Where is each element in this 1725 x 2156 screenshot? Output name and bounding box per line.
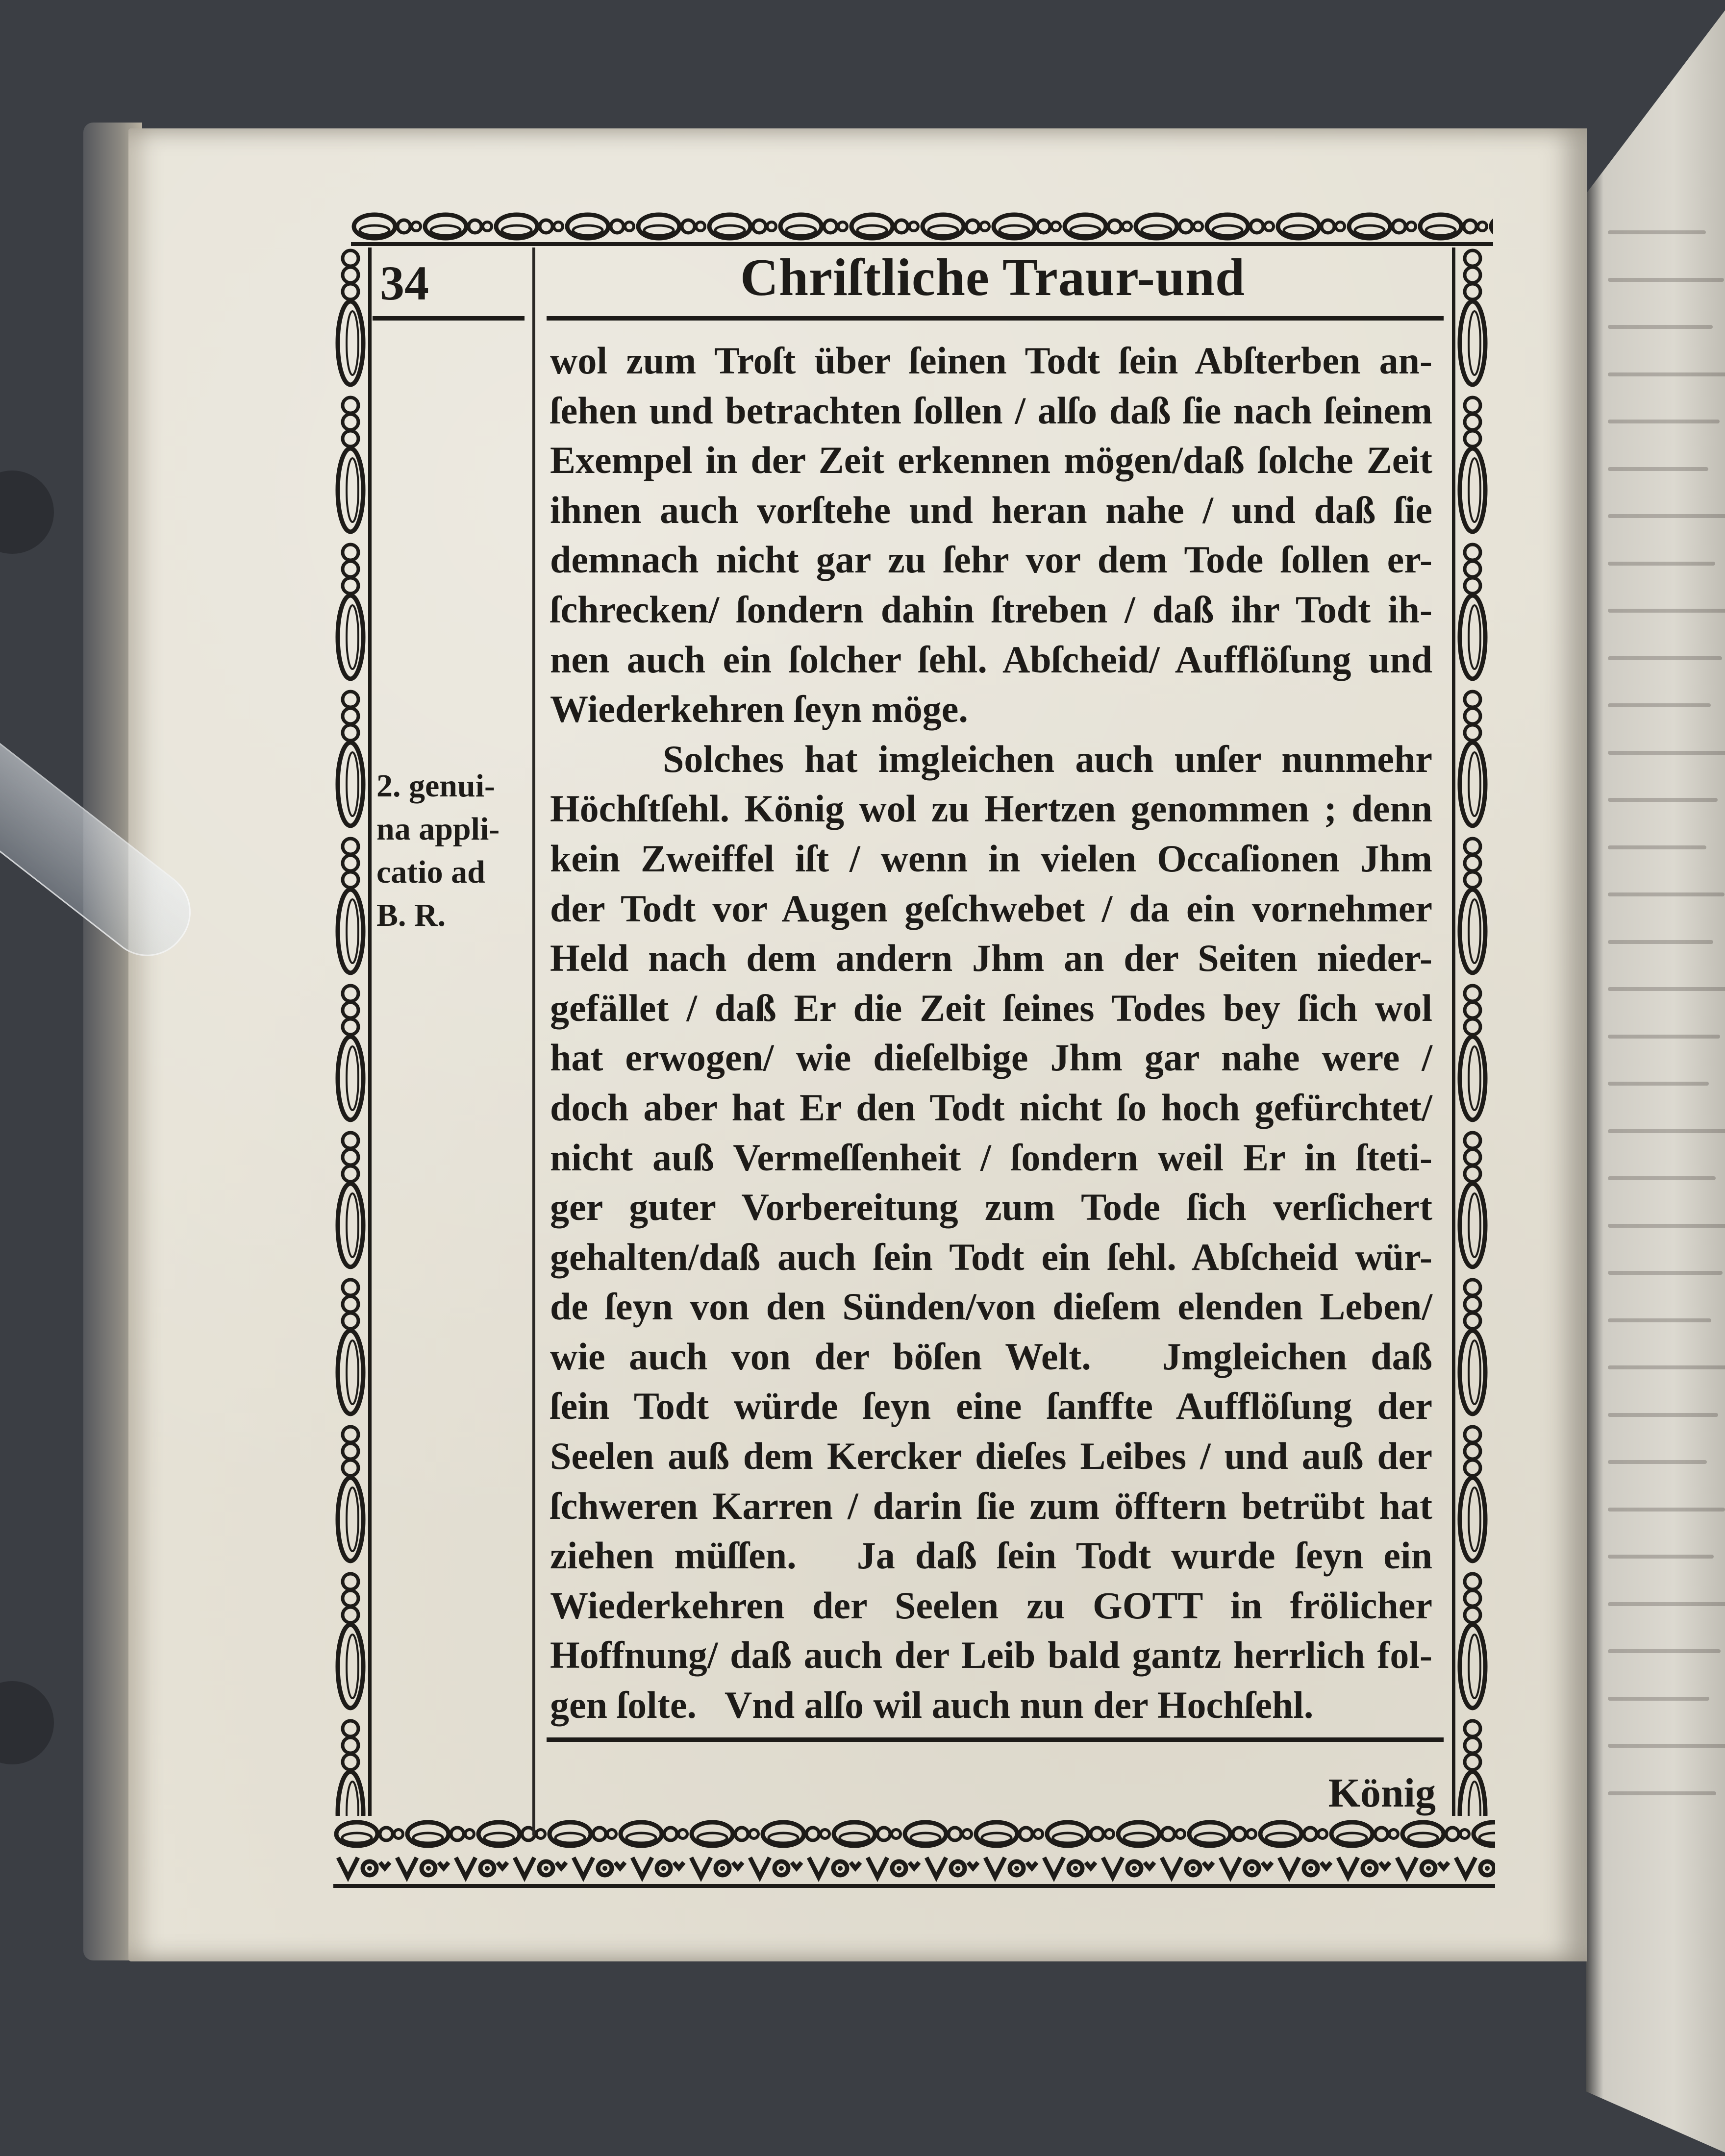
- footer-rule: [547, 1737, 1444, 1742]
- facing-page-line: [1608, 1224, 1725, 1228]
- text-line: nicht auß Vermeſſenheit / ſondern weil Er in ſteti-: [550, 1136, 1432, 1179]
- text-line: Hoffnung/ daß auch der Leib bald gantz herrlich fol-: [550, 1634, 1433, 1677]
- page-number: 34: [380, 256, 429, 310]
- text-line-row: [550, 834, 1432, 884]
- facing-page-line: [1608, 278, 1724, 282]
- text-line-row: [550, 784, 1432, 834]
- top-ornament-border: [351, 206, 1493, 248]
- text-line-row: [550, 1133, 1432, 1183]
- text-line-row: [550, 635, 1432, 685]
- text-line: ſein Todt würde ſeyn eine ſanffte Aufflöſung der: [550, 1385, 1432, 1428]
- facing-page-line: [1608, 892, 1725, 896]
- text-line-row: [550, 535, 1432, 585]
- margin-note-row: [376, 851, 521, 894]
- facing-page-line: [1608, 325, 1713, 329]
- bottom-floral-border: [333, 1848, 1495, 1889]
- facing-page-line: [1608, 751, 1725, 755]
- text-line: ihnen auch vorſtehe und heran nahe / und daß ſie: [550, 488, 1432, 531]
- facing-page-line: [1608, 940, 1713, 944]
- text-line: gehalten/daß auch ſein Todt ein ſehl. Abſcheid wür-: [550, 1235, 1432, 1278]
- text-line: Held nach dem andern Jhm an der Seiten nieder-: [550, 937, 1432, 980]
- text-line: ſehen und betrachten ſollen / alſo daß ſie nach ſeinem: [550, 389, 1433, 432]
- text-line-row: [550, 585, 1432, 635]
- facing-page-line: [1608, 230, 1706, 234]
- facing-page-line: [1608, 1365, 1725, 1369]
- text-line-row: [550, 1083, 1432, 1133]
- facing-page-line: [1608, 609, 1725, 613]
- text-line: Höchſtſehl. König wol zu Hertzen genommen ; denn: [550, 787, 1432, 830]
- text-line: Exempel in der Zeit erkennen mögen/daß ſolche Zeit: [550, 439, 1432, 482]
- facing-page-line: [1608, 1744, 1725, 1748]
- text-line: gefället / daß Er die Zeit ſeines Todes bey ſich wol: [550, 986, 1433, 1029]
- margin-note-row: [376, 765, 521, 808]
- bottom-ornament-border: [333, 1813, 1495, 1848]
- text-line-row: [550, 1033, 1432, 1083]
- facing-page-line: [1608, 1176, 1716, 1180]
- text-line: Wiederkehren ſeyn möge.: [550, 688, 968, 731]
- text-line-row: [550, 1332, 1432, 1382]
- text-line-row: [550, 1381, 1432, 1431]
- text-line-row: [550, 684, 1432, 734]
- text-line-row: [550, 1581, 1432, 1631]
- facing-page-line: [1608, 1649, 1721, 1653]
- text-line-row: [550, 1630, 1432, 1680]
- text-line: wie auch von der böſen Welt. Jmgleichen daß: [550, 1335, 1432, 1378]
- text-line-row: [550, 884, 1432, 934]
- running-title: Chriſtliche Traur-und: [740, 248, 1246, 307]
- margin-note-row: [376, 894, 521, 937]
- facing-page-line: [1608, 1082, 1709, 1086]
- text-line-row: [550, 734, 1432, 784]
- header-rule-margin: [373, 316, 525, 321]
- facing-page-line: [1608, 1460, 1707, 1464]
- text-line: ſchweren Karren / darin ſie zum öfftern betrübt hat: [550, 1484, 1433, 1527]
- text-line: wol zum Troſt über ſeinen Todt ſein Abſterben an-: [550, 339, 1433, 382]
- facing-page-line: [1608, 1602, 1725, 1606]
- text-line: ſchrecken/ ſondern dahin ſtreben / daß ihr Todt ih-: [550, 588, 1432, 631]
- right-ornament-border: [1452, 248, 1494, 1816]
- catchword: König: [1328, 1770, 1436, 1816]
- text-line-row: [550, 1431, 1432, 1481]
- facing-page-line: [1608, 1555, 1714, 1559]
- text-line: demnach nicht gar zu ſehr vor dem Tode ſollen er-: [550, 538, 1432, 581]
- text-line: der Todt vor Augen geſchwebet / da ein vornehmer: [550, 887, 1432, 930]
- text-line-row: [550, 1680, 1432, 1730]
- text-line: kein Zweiffel iſt / wenn in vielen Occaſionen Jhm: [550, 837, 1432, 880]
- column-divider: [532, 248, 535, 1835]
- text-line-row: [550, 983, 1432, 1033]
- facing-page: [1586, 0, 1725, 2156]
- text-line: Solches hat imgleichen auch unſer nunmehr: [663, 737, 1433, 780]
- facing-page-line: [1608, 514, 1725, 518]
- margin-note-line: catio ad: [376, 854, 485, 890]
- facing-page-line: [1608, 1413, 1718, 1417]
- text-line-row: [550, 336, 1432, 386]
- text-line: Wiederkehren der Seelen zu GOTT in frölicher: [550, 1584, 1432, 1627]
- text-line: ziehen müſſen. Ja daß ſein Todt wurde ſeyn ein: [550, 1534, 1432, 1577]
- binder-hole: [0, 1681, 54, 1764]
- facing-page-line: [1608, 798, 1718, 802]
- facing-page-line: [1608, 1791, 1716, 1795]
- margin-note-row: [376, 808, 521, 851]
- text-line-row: [550, 1531, 1432, 1581]
- facing-page-line: [1608, 703, 1711, 707]
- margin-note-line: na appli-: [376, 811, 500, 847]
- left-ornament-border: [330, 248, 372, 1816]
- body-text: [550, 336, 1432, 1730]
- text-line: Seelen auß dem Kercker dieſes Leibes / und auß der: [550, 1435, 1432, 1478]
- binder-hole: [0, 471, 54, 554]
- facing-page-line: [1608, 845, 1706, 849]
- facing-page-line: [1608, 1697, 1709, 1701]
- facing-page-line: [1608, 1508, 1725, 1512]
- facing-page-line: [1608, 1318, 1711, 1322]
- margin-note-line: 2. genui-: [376, 768, 496, 804]
- facing-page-line: [1608, 1129, 1725, 1133]
- text-line-row: [550, 1282, 1432, 1332]
- text-line: hat erwogen/ wie dieſelbige Jhm gar nahe were /: [550, 1036, 1432, 1079]
- text-line: doch aber hat Er den Todt nicht ſo hoch gefürchtet/: [550, 1086, 1432, 1129]
- text-line: de ſeyn von den Sünden/von dieſem elenden Leben/: [550, 1285, 1432, 1328]
- facing-page-line: [1608, 1035, 1720, 1039]
- text-line-row: [550, 485, 1432, 535]
- facing-page-line: [1608, 1271, 1723, 1275]
- text-line-row: [550, 435, 1432, 485]
- text-line-row: [550, 386, 1432, 436]
- text-line-row: [550, 1232, 1432, 1282]
- facing-page-line: [1608, 987, 1725, 991]
- text-line: gen ſolte. Vnd alſo wil auch nun der Hochſehl.: [550, 1684, 1314, 1727]
- text-line-row: [550, 933, 1432, 983]
- facing-page-line: [1608, 562, 1715, 566]
- text-line-row: [550, 1182, 1432, 1232]
- facing-page-line: [1608, 372, 1725, 376]
- text-line: nen auch ein ſolcher ſehl. Abſcheid/ Aufflöſung und: [550, 638, 1432, 681]
- text-line: ger guter Vorbereitung zum Tode ſich verſichert: [550, 1186, 1433, 1229]
- facing-page-line: [1608, 420, 1720, 423]
- margin-note-line: B. R.: [376, 897, 446, 933]
- text-line-row: [550, 1481, 1432, 1531]
- facing-page-line: [1608, 467, 1708, 471]
- header-rule: [547, 316, 1444, 321]
- margin-note: [376, 765, 521, 937]
- facing-page-line: [1608, 656, 1722, 660]
